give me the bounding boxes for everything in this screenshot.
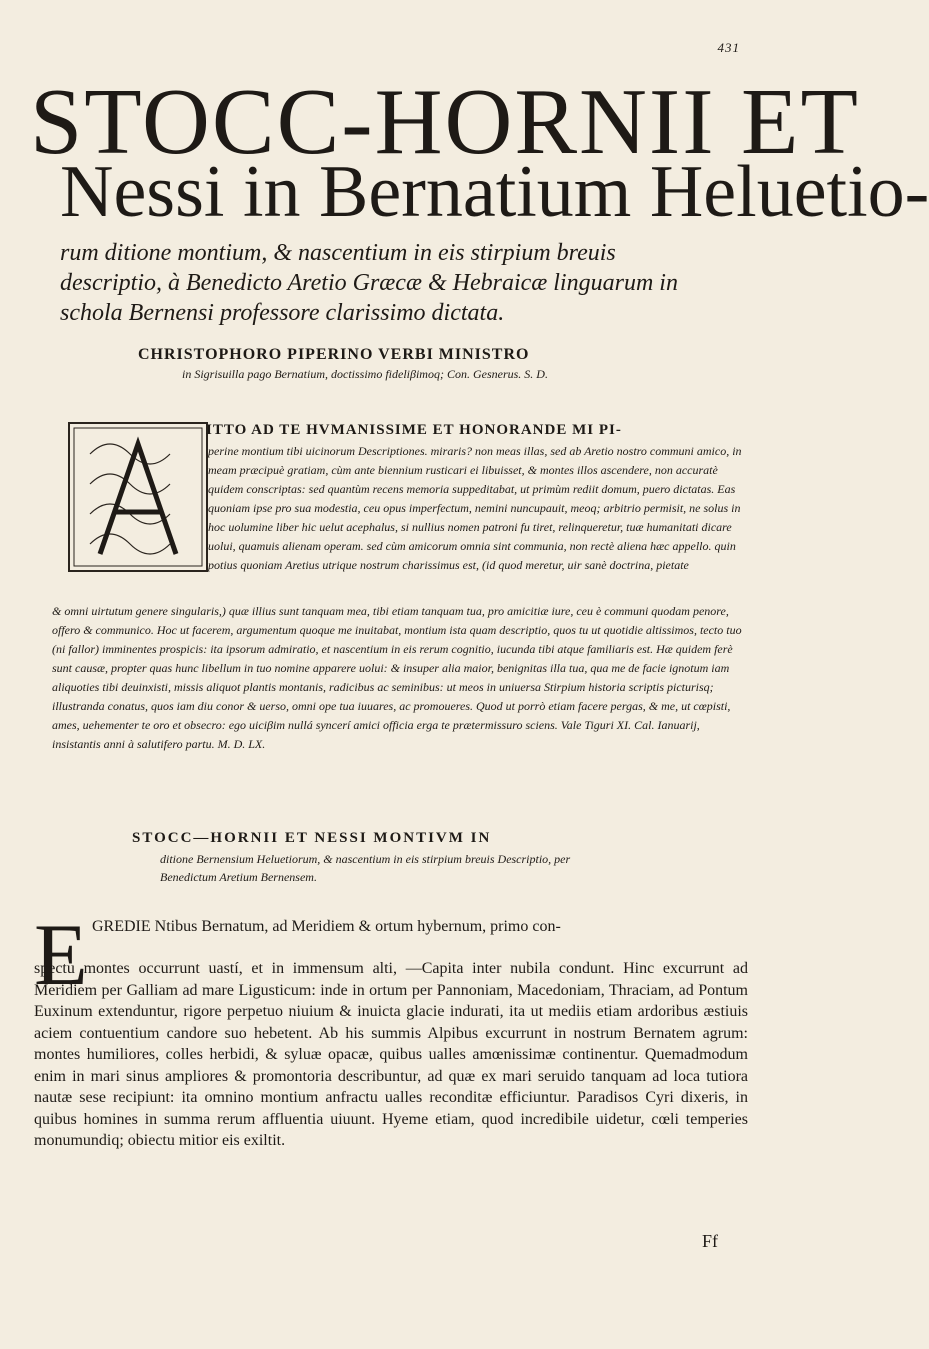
drop-cap: E: [34, 907, 88, 1004]
letter-text-indented: perine montium tibi uicinorum Descriptiones. miraris? non meas illas, sed ab Aretio nostro communi amico, in meam præcipuè gratiam, cùm ante biennium rusticari ei libuisset, & montes illos ascendere, non accuratè quidem conscriptas: sed quantùm recens memoria suppeditabat, ut primùm rediit domum, puero dictatas. Eas quoniam ipse pro sua modestia, ceu opus imperfectum, nemini nuncupauit, meoq; arbitrio permisit, ne solus in hoc uolumine liber hic uelut acephalus, si nullius nomen patroni fu tiret, relinqueretur, tuæ humanitati dicare uolui, quamuis alienam operam. sed cùm amicorum omnia sint communia, non rectè aliena hæc appello. quin potius quoniam Aretius utrique nostrum charissimus est, (id quod meretur, uir sanè doctrina, pietate: [208, 444, 742, 572]
catchword: Ff: [702, 1231, 719, 1251]
main-text: spectu montes occurrunt uastí, et in immensum alti, —Capita inter nubila condunt. Hinc excurrunt ad Meridiem per Galliam ad mare Ligusticum: inde in ortum per Pannoniam, Macedoniam, Thraciam, ad Pontum Euxinum extenduntur, rigore perpetuo niuium & inuicta glacie indurati, ita ut mediis etiam ardoribus æstiuis aciem contuentium candore suo hebetent. Ab his summis Alpibus excurrunt in nostrum Bernatem agrum: montes humiliores, colles herbidi, & syluæ opacæ, quibus ualles amœnissimæ continentur. Quemadmodum enim in mari sinus ampliores & promontoria describuntur, ad quæ ex mari seruido tanquam ad loca tutiora nautæ sese recipiunt: ita omnino montium anfractu ualles reconditæ efficiuntur. Paradisos Cyri dixeris, in quibus homines in summa rerum affluentia uiuunt. Hyeme etiam, quod incredibile uidetur, cœli temperies monumundiq; obiectu mitior eis exiltit.: [34, 960, 748, 1149]
title-subtitle: rum ditione montium, & nascentium in eis stirpium breuis descriptio, à Benedicto Aretio Græcæ & Hebraicæ linguarum in schola Bernensi professore clarissimo dictata.: [60, 240, 678, 326]
ornamental-initial-m: [68, 422, 208, 572]
main-text-first-line: GREDIE Ntibus Bernatum, ad Meridiem & ortum hybernum, primo con-: [92, 918, 561, 935]
section-subheading: ditione Bernensium Heluetiorum, & nascentium in eis stirpium breuis Descriptio, per Benedictum Aretium Bernensem.: [160, 852, 571, 884]
letter-text-full: & omni uirtutum genere singularis,) quæ illius sunt tanquam mea, tibi etiam tanquam tua, pro amicitiæ iure, ceu è communi quodam penore, offero & communico. Hoc ut facerem, argumentum quoque me inuitabat, montium ista quam descriptio, quos tu ut quotidie altissimos, tecto tuo (ni fallor) imminentes prospicis: ita ipsorum admiratio, et nascentium in eis rerum cognitio, iucunda tibi atque familiaris est. Hæ quidem ferè sunt causæ, propter quas hunc libellum in tuo nomine apparere uolui: & insuper alia maior, benignitas illa tua, qua me de facie ignotum iam aliquoties tibi deuinxisti, missis aliquot plantis montanis, radicibus ac seminibus: ut meos in uniuersa Stirpium historia scriptis picturisq; illustranda conatus, quos iam diu conor & uerso, omni ope tua iuuares, ac promoueres. Quod ut porrò etiam facere pergas, & me, ut cœpisti, ames, uehementer te oro et obsecro: ego uiciβim nullá syncerí amici officia erga te prætermissuro sciens. Vale Tiguri XI. Cal. Ianuarij, insistantis anni à salutifero partu. M. D. LX.: [52, 604, 742, 751]
letter-opening: ITTO AD TE HVMANISSIME ET HONORANDE MI PI-: [206, 422, 622, 438]
folio-number: 431: [717, 40, 740, 55]
title-line-2: Nessi in Bernatium Heluetio-: [60, 151, 929, 233]
dedication-subline: in Sigrisuilla pago Bernatium, doctissimo fideliβimoq; Con. Gesnerus. S. D.: [182, 367, 548, 381]
section-heading: STOCC—HORNII ET NESSI MONTIVM IN: [132, 830, 492, 846]
dedication-heading: CHRISTOPHORO PIPERINO VERBI MINISTRO: [138, 346, 530, 363]
ornament-graphic: [70, 424, 206, 570]
title-line-1: STOCC-HORNII ET: [30, 70, 860, 174]
